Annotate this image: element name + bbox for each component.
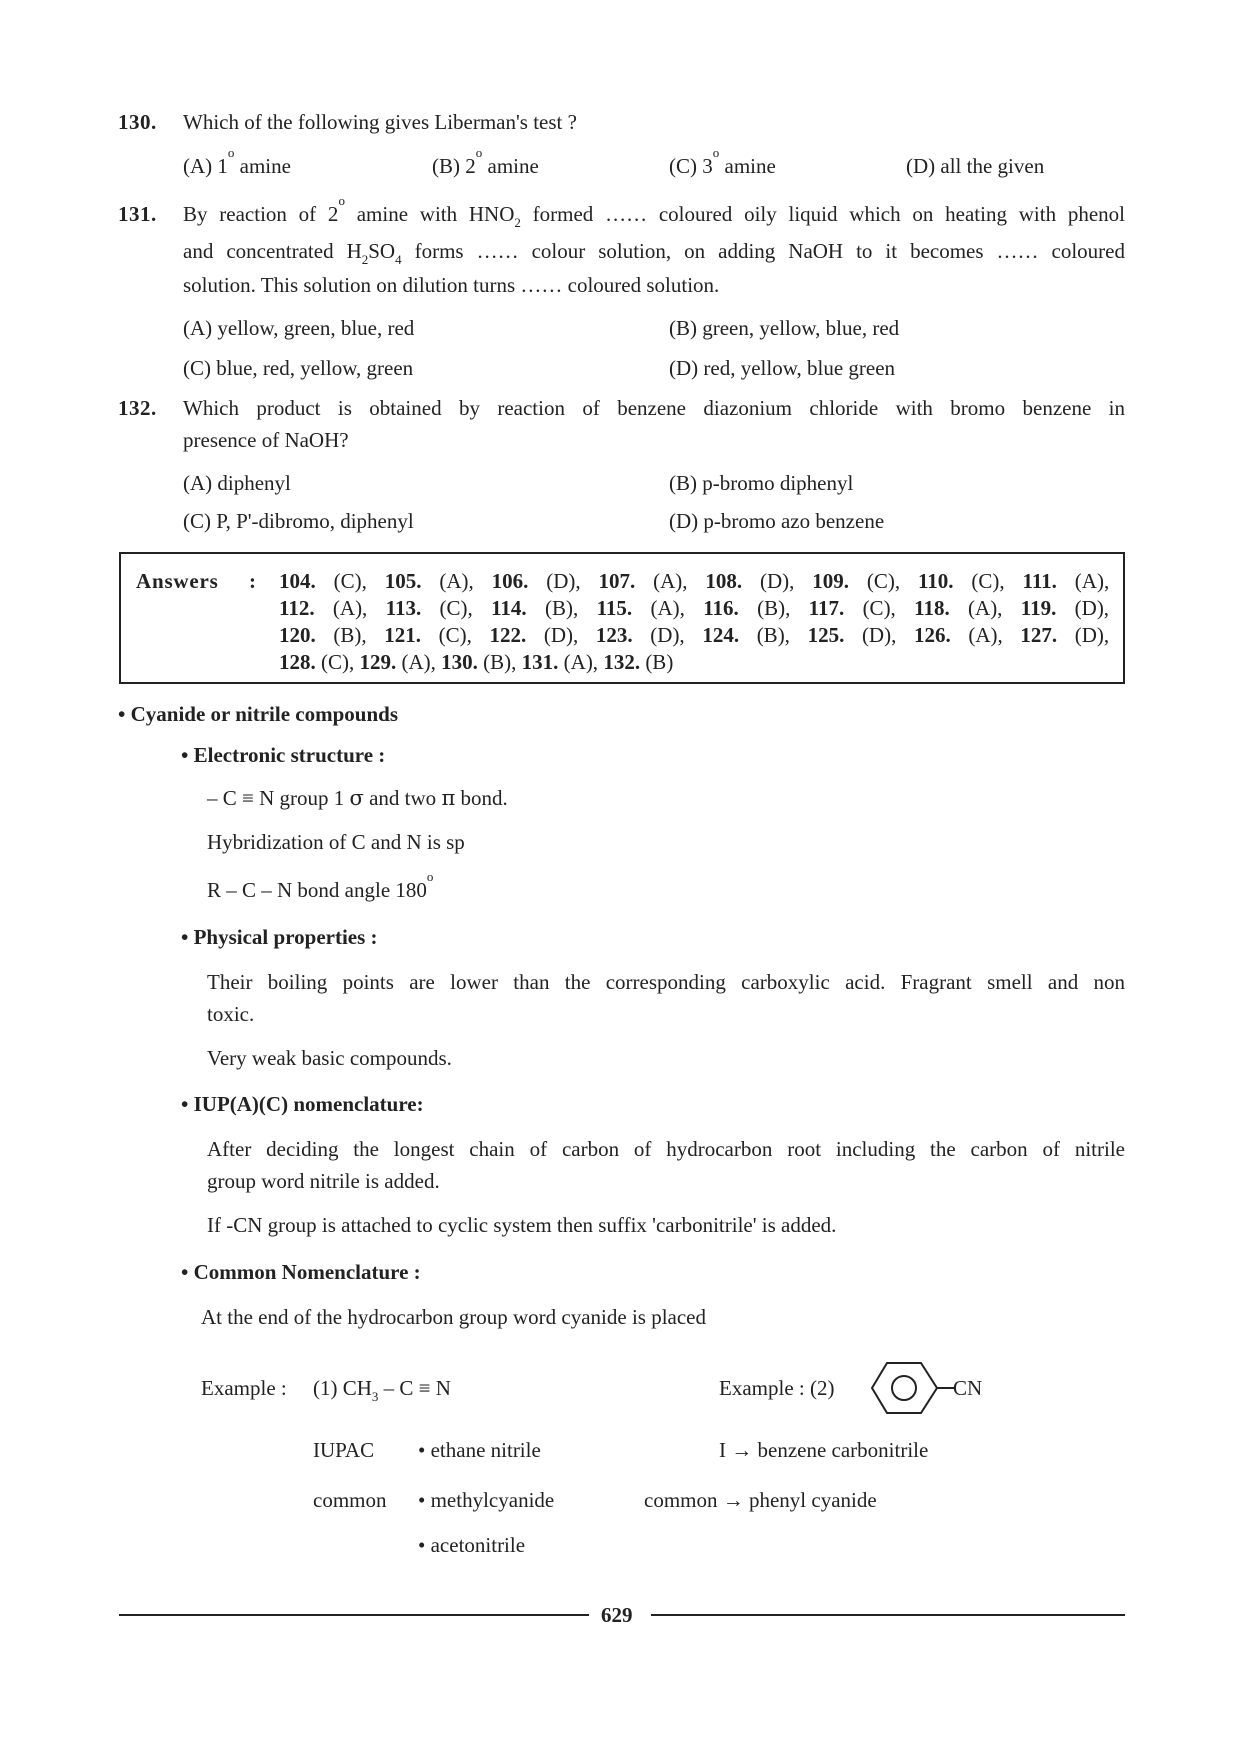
option-c: (C) 3$^o$ amine xyxy=(669,145,776,178)
common-name: • acetonitrile xyxy=(418,1533,526,1557)
answer-number: 111. xyxy=(1022,569,1057,593)
answer-choice: (B), xyxy=(483,650,517,674)
subheading-electronic: • Electronic structure : xyxy=(181,743,386,767)
paragraph: Very weak basic compounds. xyxy=(207,1046,452,1070)
answer-choice: (A), xyxy=(650,596,685,620)
answer-choice: (C), xyxy=(866,569,901,593)
answer-number: 116. xyxy=(703,596,739,620)
answer-number: 120. xyxy=(279,623,316,647)
option-d: (D) red, yellow, blue green xyxy=(669,356,896,380)
answer-choice: (C), xyxy=(439,596,473,620)
answers-label: Answers xyxy=(136,569,219,593)
electronic-line: R – C – N bond angle 180$^o$ xyxy=(207,869,434,902)
answer-number: 132. xyxy=(603,650,641,674)
page-number: 629 xyxy=(601,1603,633,1627)
answer-choice: (A), xyxy=(332,596,368,620)
answers-row xyxy=(279,567,1109,595)
subheading-physical: • Physical properties : xyxy=(181,925,378,949)
answer-number: 121. xyxy=(384,623,421,647)
iupac-name: • ethane nitrile xyxy=(418,1438,541,1462)
answer-number: 108. xyxy=(705,569,743,593)
example-1-formula: (1) $CH_3 - C \equiv N$ xyxy=(313,1376,451,1404)
option-b: (B) 2$^o$ amine xyxy=(432,145,539,178)
iupac-label: IUPAC xyxy=(313,1438,375,1462)
answer-choice: (B), xyxy=(757,596,791,620)
paragraph-line: Their boiling points are lower than the corresponding carboxylic acid. Fragrant smell and non xyxy=(207,970,1125,994)
common-name: • methylcyanide xyxy=(418,1488,555,1512)
answer-choice: (D), xyxy=(650,623,685,647)
option-a: (A) diphenyl xyxy=(183,471,291,495)
option-c: (C) blue, red, yellow, green xyxy=(183,356,414,380)
answer-choice: (C), xyxy=(862,596,896,620)
answers-row xyxy=(279,594,1109,622)
question-number: 131. xyxy=(118,202,157,226)
example-2-label: Example : (2) xyxy=(719,1376,835,1400)
example-2-cn: CN xyxy=(953,1376,983,1400)
example-1-label: Example : xyxy=(201,1376,287,1400)
answer-number: 119. xyxy=(1020,596,1057,620)
answer-choice: (D), xyxy=(543,623,579,647)
answers-row xyxy=(279,648,1109,676)
answer-choice: (C), xyxy=(971,569,1005,593)
answer-choice: (D), xyxy=(1074,623,1110,647)
answer-number: 126. xyxy=(913,623,951,647)
question-number: 132. xyxy=(118,396,157,420)
paragraph-line: group word nitrile is added. xyxy=(207,1169,440,1193)
option-d: (D) p-bromo azo benzene xyxy=(669,509,885,533)
option-a: (A) yellow, green, blue, red xyxy=(183,316,415,340)
answer-number: 125. xyxy=(807,623,845,647)
answer-number: 122. xyxy=(489,623,527,647)
paragraph-line: After deciding the longest chain of carbon of hydrocarbon root including the carbon of nitrile xyxy=(207,1137,1125,1161)
option-c: (C) P, P'-dibromo, diphenyl xyxy=(183,509,414,533)
answer-number: 115. xyxy=(596,596,633,620)
answer-choice: (B), xyxy=(756,623,790,647)
subheading-iupac: • IUP(A)(C) nomenclature: xyxy=(181,1092,424,1116)
answer-number: 118. xyxy=(914,596,950,620)
paragraph: If -CN group is attached to cyclic system then suffix 'carbonitrile' is added. xyxy=(207,1213,837,1237)
question-text-line: and concentrated $H_2SO_4$ forms …… colour solution, on adding NaOH to it becomes …… coloured xyxy=(183,239,1125,267)
answer-choice: (C), xyxy=(333,569,367,593)
common-label: common xyxy=(313,1488,387,1512)
answer-choice: (B), xyxy=(545,596,579,620)
answer-number: 117. xyxy=(808,596,845,620)
answer-number: 112. xyxy=(279,596,315,620)
answer-choice: (A), xyxy=(1074,569,1110,593)
answer-number: 110. xyxy=(917,569,954,593)
section-heading: • Cyanide or nitrile compounds xyxy=(118,702,398,726)
answer-number: 128. xyxy=(279,650,316,674)
answer-number: 113. xyxy=(385,596,422,620)
question-text-line: solution. This solution on dilution turns …… coloured solution. xyxy=(183,273,720,297)
answer-number: 109. xyxy=(812,569,849,593)
example-2-iupac: I → benzene carbonitrile xyxy=(719,1438,929,1462)
answer-choice: (C), xyxy=(438,623,472,647)
answer-choice: (C), xyxy=(321,650,355,674)
answer-number: 105. xyxy=(384,569,422,593)
answer-number: 123. xyxy=(595,623,633,647)
answer-number: 129. xyxy=(359,650,397,674)
paragraph: At the end of the hydrocarbon group word cyanide is placed xyxy=(201,1305,707,1329)
answer-choice: (B) xyxy=(645,650,674,674)
paragraph-line: toxic. xyxy=(207,1002,255,1026)
question-text-line: By reaction of 2$^o$ amine with $HNO_2$ formed …… coloured oily liquid which on heating with phenol xyxy=(183,193,1125,230)
answer-number: 104. xyxy=(279,569,316,593)
answers-colon: : xyxy=(249,569,256,593)
subheading-common: • Common Nomenclature : xyxy=(181,1260,421,1284)
answer-number: 114. xyxy=(491,596,527,620)
option-a: (A) 1$^o$ amine xyxy=(183,145,291,178)
electronic-line: Hybridization of C and N is sp xyxy=(207,830,465,854)
answer-number: 127. xyxy=(1020,623,1058,647)
electronic-line: – C ≡ N group 1 σ and two π bond. xyxy=(207,786,508,810)
answer-number: 131. xyxy=(521,650,559,674)
answer-choice: (D), xyxy=(1074,596,1110,620)
answer-choice: (A), xyxy=(968,596,1003,620)
answer-choice: (D), xyxy=(861,623,897,647)
benzene-ring-icon xyxy=(871,1358,941,1418)
answer-choice: (A), xyxy=(401,650,436,674)
footer-rule-right xyxy=(651,1614,1125,1616)
question-text: Which of the following gives Liberman's test ? xyxy=(183,110,577,134)
bond-line xyxy=(937,1387,954,1389)
answer-number: 124. xyxy=(702,623,740,647)
option-d: (D) all the given xyxy=(906,154,1045,178)
answer-choice: (D), xyxy=(546,569,581,593)
question-number: 130. xyxy=(118,110,157,134)
answer-choice: (A), xyxy=(439,569,474,593)
question-text-line: presence of NaOH? xyxy=(183,428,349,452)
option-b: (B) green, yellow, blue, red xyxy=(669,316,900,340)
answer-number: 106. xyxy=(491,569,529,593)
answers-row xyxy=(279,621,1109,649)
answer-choice: (A), xyxy=(968,623,1003,647)
answer-choice: (A), xyxy=(563,650,599,674)
answer-number: 107. xyxy=(598,569,636,593)
option-b: (B) p-bromo diphenyl xyxy=(669,471,854,495)
answer-number: 130. xyxy=(441,650,478,674)
answer-choice: (B), xyxy=(333,623,367,647)
footer-rule-left xyxy=(119,1614,589,1616)
question-text-line: Which product is obtained by reaction of benzene diazonium chloride with bromo benzene in xyxy=(183,396,1125,420)
example-2-common: common → phenyl cyanide xyxy=(644,1488,877,1512)
answer-choice: (A), xyxy=(653,569,688,593)
answer-choice: (D), xyxy=(759,569,795,593)
